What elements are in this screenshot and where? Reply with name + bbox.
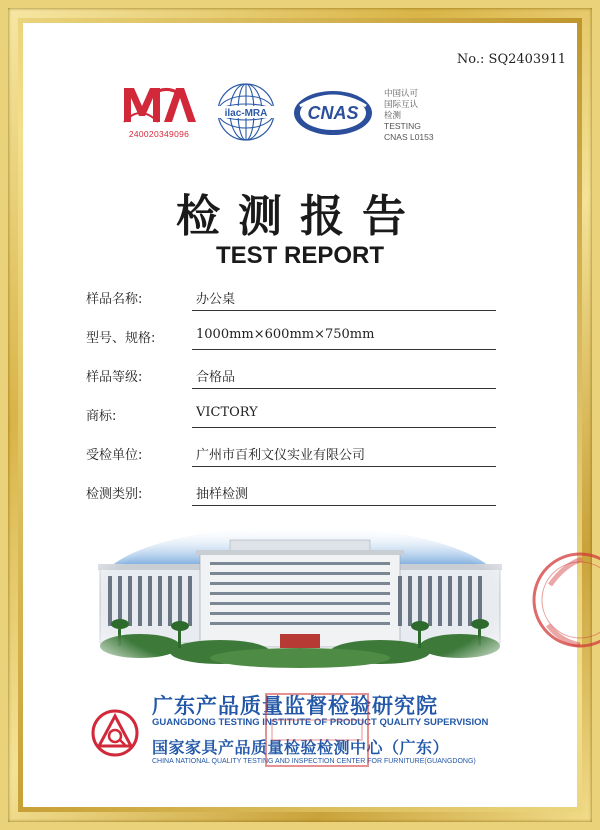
- report-title-en: TEST REPORT: [215, 242, 384, 269]
- institute-q-logo-icon: [90, 708, 140, 758]
- cma-code: 240020349096: [128, 129, 190, 139]
- report-number: No.: SQ2403911: [456, 52, 566, 67]
- cnas-caption-line: CNAS L0153: [384, 132, 434, 142]
- cnas-caption-line: 检测: [384, 110, 402, 120]
- institute-name-cn: 广东产品质量监督检验研究院: [152, 694, 438, 718]
- cma-logo: [120, 84, 198, 139]
- field-value: 合格品: [196, 370, 236, 385]
- field-value: 1000mm×600mm×750mm: [196, 327, 375, 342]
- underline: [192, 310, 496, 311]
- info-row-sample-name: [86, 278, 496, 317]
- cnas-logo-icon: [292, 88, 374, 138]
- cnas-caption-line: 中国认可: [384, 88, 419, 98]
- cnas-caption: [384, 88, 434, 143]
- field-label: 样品名称:: [86, 292, 143, 307]
- certification-logos: [120, 82, 480, 152]
- underline: [192, 427, 496, 428]
- center-name-en: CHINA NATIONAL QUALITY TESTING AND INSPECTION CENTER FOR FURNITURE(GUANGDONG): [152, 758, 476, 765]
- institute-block: [90, 690, 510, 790]
- info-row-trademark: [86, 395, 496, 434]
- ilac-text: ilac-MRA: [224, 108, 268, 119]
- underline: [192, 349, 496, 350]
- field-label: 商标:: [86, 409, 117, 424]
- field-value: 抽样检测: [196, 487, 249, 502]
- field-label: 型号、规格:: [86, 331, 156, 346]
- ilac-mra-icon: [210, 82, 282, 144]
- center-name-cn: 国家家具产品质量检验检测中心（广东）: [152, 738, 450, 757]
- info-row-model-spec: [86, 317, 496, 356]
- report-title-cn: 检测报告: [176, 191, 424, 242]
- sample-info-table: [86, 278, 496, 512]
- cma-mark-icon: [120, 84, 198, 124]
- underline: [192, 505, 496, 506]
- institute-building-image: [80, 516, 520, 686]
- field-value: VICTORY: [196, 405, 258, 420]
- field-label: 检测类别:: [86, 487, 143, 502]
- field-label: 样品等级:: [86, 370, 143, 385]
- cnas-caption-line: 国际互认: [384, 99, 419, 109]
- info-row-test-type: [86, 473, 496, 512]
- underline: [192, 466, 496, 467]
- info-row-client: [86, 434, 496, 473]
- cnas-caption-line: TESTING: [384, 121, 421, 131]
- cnas-text: CNAS: [307, 103, 359, 123]
- info-row-grade: [86, 356, 496, 395]
- institute-name-en: GUANGDONG TESTING INSTITUTE OF PRODUCT QUALITY SUPERVISION: [152, 717, 489, 728]
- field-value: 广州市百利文仪实业有限公司: [196, 448, 366, 463]
- underline: [192, 388, 496, 389]
- field-value: 办公桌: [196, 292, 236, 307]
- red-seal-stamp-icon: [530, 545, 600, 655]
- field-label: 受检单位:: [86, 448, 143, 463]
